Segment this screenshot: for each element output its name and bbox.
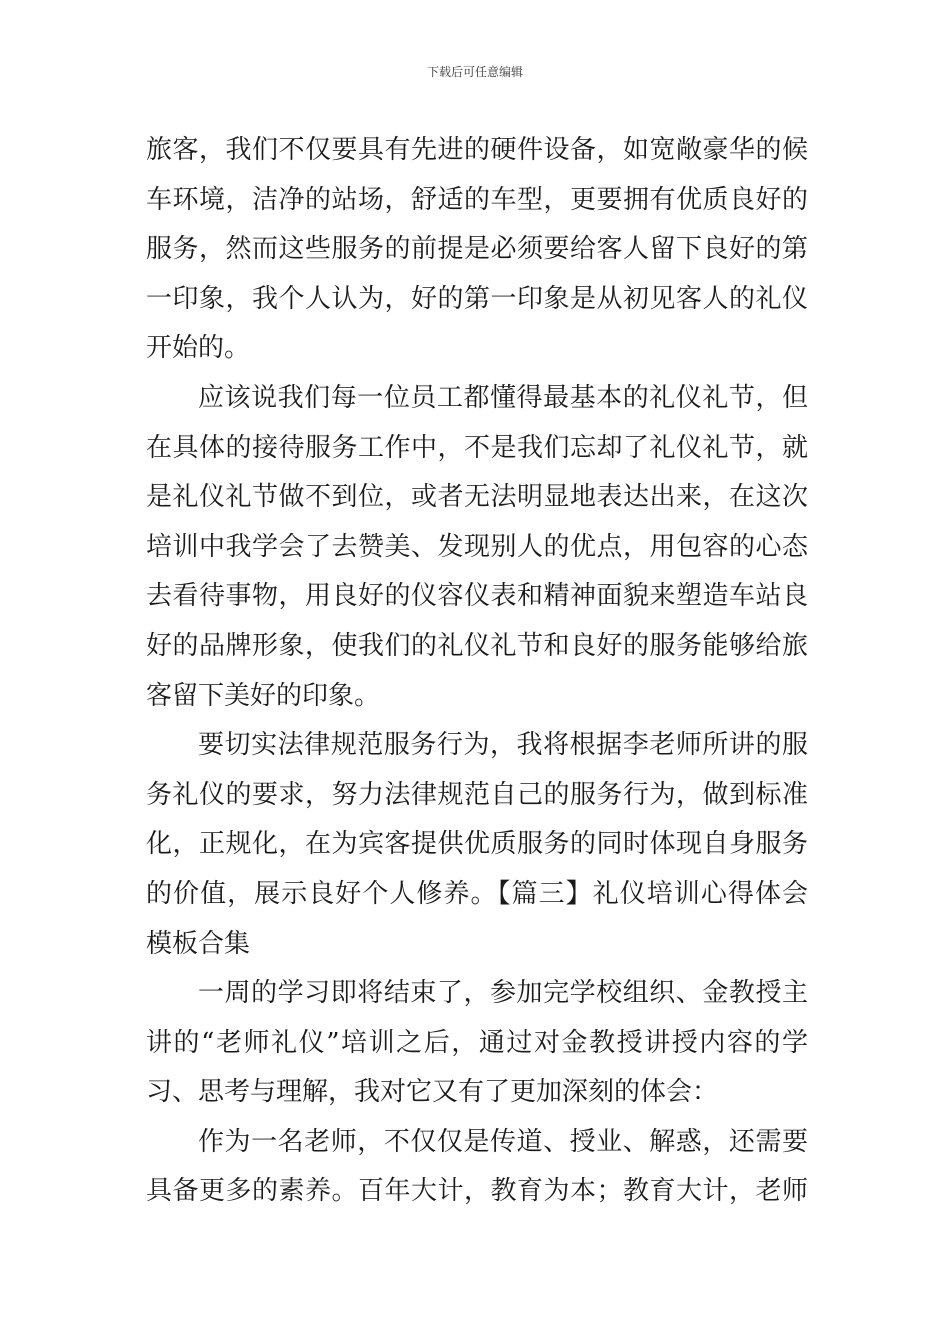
text-line: 旅客，我们不仅要具有先进的硬件设备，如宽敞豪华的候 [146, 135, 808, 165]
document-body [146, 126, 808, 1217]
text-line: 服务，然而这些服务的前提是必须要给客人留下良好的第 [146, 234, 808, 265]
text-line: 车环境，洁净的站场，舒适的车型，更要拥有优质良好的 [146, 184, 808, 215]
page-header: 下载后可任意编辑 [426, 65, 523, 79]
text-line: 的价值，展示良好个人修养。【篇三】礼仪培训心得体会 [146, 878, 808, 909]
text-line: 应该说我们每一位员工都懂得最基本的礼仪礼节，但 [198, 382, 808, 413]
text-line: 一印象，我个人认为，好的第一印象是从初见客人的礼仪 [146, 283, 808, 314]
text-line: 模板合集 [146, 928, 251, 959]
text-line: 去看待事物，用良好的仪容仪表和精神面貌来塑造车站良 [146, 581, 808, 612]
text-line: 是礼仪礼节做不到位，或者无法明显地表达出来，在这次 [146, 482, 808, 513]
text-line: 务礼仪的要求，努力法律规范自己的服务行为，做到标准 [146, 779, 808, 810]
text-line: 化，正规化，在为宾客提供优质服务的同时体现自身服务 [146, 829, 808, 860]
text-line: 习、思考与理解，我对它又有了更加深刻的体会： [146, 1077, 719, 1108]
text-line: 在具体的接待服务工作中，不是我们忘却了礼仪礼节，就 [146, 432, 808, 463]
text-line: 培训中我学会了去赞美、发现别人的优点，用包容的心态 [146, 531, 808, 562]
text-line: 作为一名老师，不仅仅是传道、授业、解惑，还需要 [198, 1126, 808, 1157]
text-line: 具备更多的素养。百年大计，教育为本；教育大计，老师 [146, 1176, 808, 1207]
text-line: 讲的“老师礼仪”培训之后，通过对金教授讲授内容的学 [146, 1027, 808, 1058]
text-line: 开始的。 [146, 333, 251, 364]
text-line: 一周的学习即将结束了，参加完学校组织、金教授主 [198, 978, 808, 1009]
text-line: 客留下美好的印象。 [146, 680, 381, 711]
text-line: 要切实法律规范服务行为，我将根据李老师所讲的服 [198, 730, 808, 761]
text-line: 好的品牌形象，使我们的礼仪礼节和良好的服务能够给旅 [146, 630, 808, 661]
